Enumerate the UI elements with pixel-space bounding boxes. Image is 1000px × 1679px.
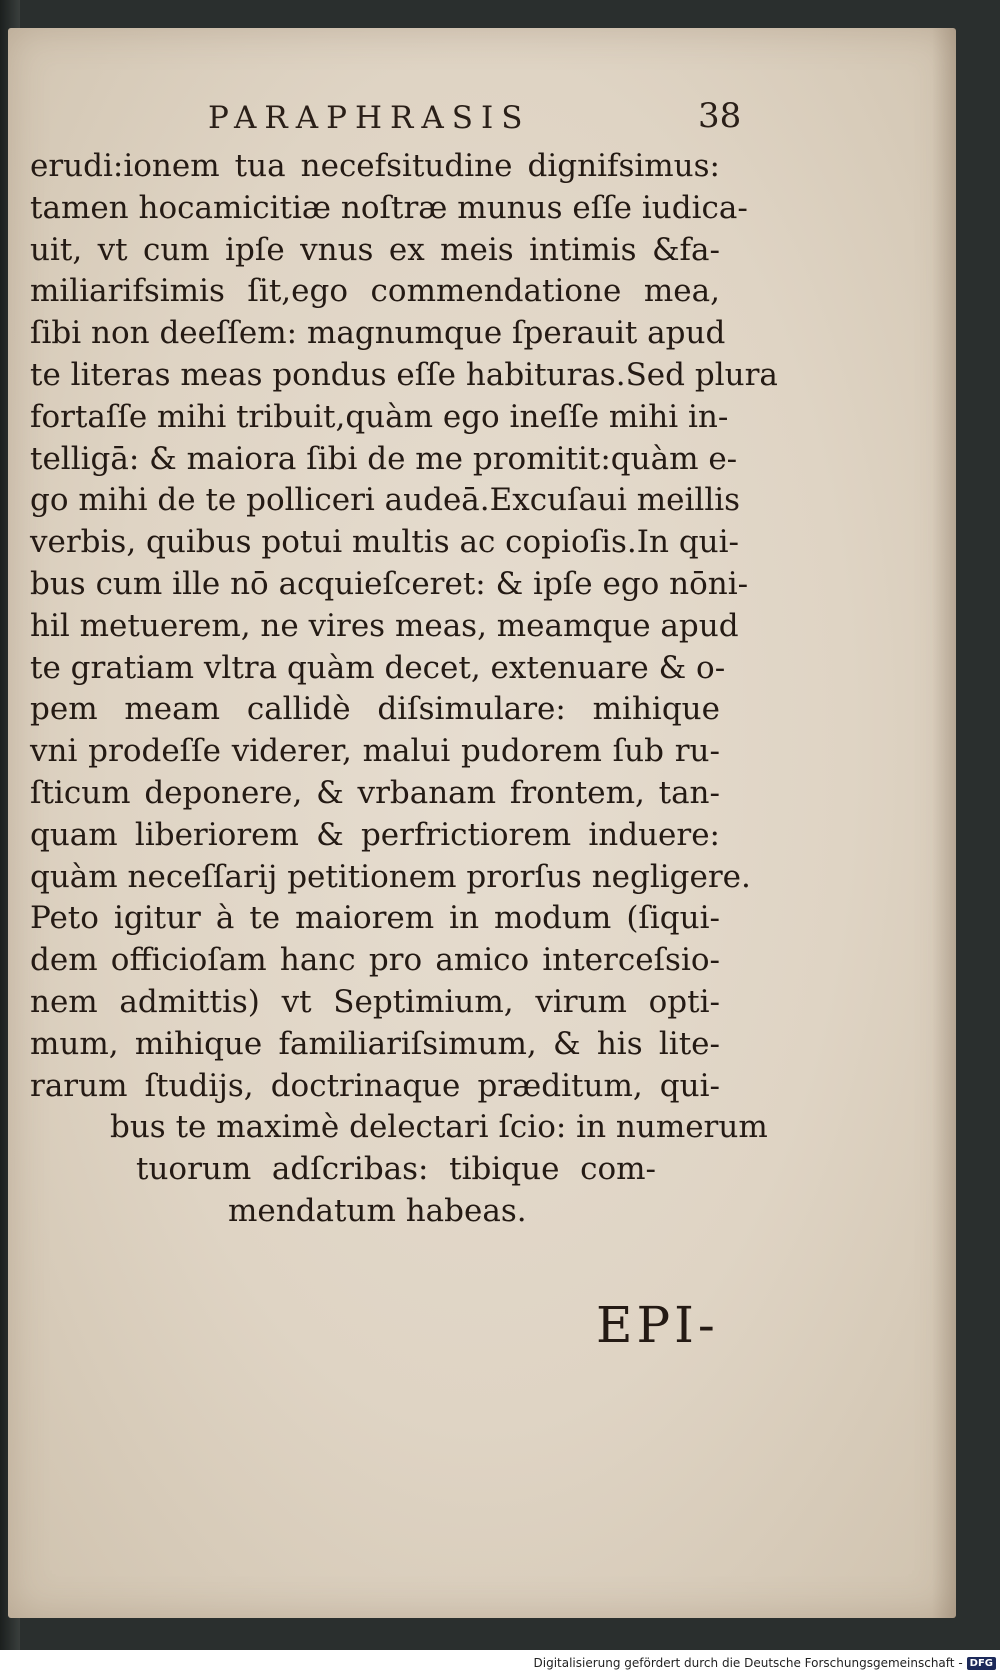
catchword: EPI-: [596, 1296, 719, 1354]
body-text: [30, 146, 778, 1233]
text-line: Peto igitur à te maiorem in modum (ſiqui-: [30, 900, 720, 937]
text-line: ſibi non deeſſem: magnumque ſperauit apud: [30, 315, 726, 352]
text-line: pem meam callidè diſsimulare: mihique: [30, 691, 720, 728]
text-line: bus cum ille nō acquieſceret: & ipſe ego nōni-: [30, 565, 749, 602]
credit-text: Digitalisierung gefördert durch die Deutsche Forschungsgemeinschaft -: [533, 1656, 963, 1670]
text-line: uit, vt cum ipſe vnus ex meis intimis &fa-: [30, 231, 720, 268]
text-line: ſticum deponere, & vrbanam frontem, tan-: [30, 774, 720, 811]
text-line: verbis, quibus potui multis ac copioſis.In qui-: [30, 524, 740, 561]
text-line: mum, mihique familiariſsimum, & his lite-: [30, 1025, 720, 1062]
text-line: nem admittis) vt Septimium, virum opti-: [30, 983, 720, 1020]
text-line: fortaſſe mihi tribuit,quàm ego ineſſe mihi in-: [30, 398, 729, 435]
running-head: PARAPHRASIS: [208, 100, 531, 136]
text-line: erudi:ionem tua necefsitudine dignifsimus:: [30, 148, 720, 184]
text-line: mendatum habeas.: [228, 1192, 527, 1229]
text-line: bus te maximè delectari ſcio: in numerum: [110, 1109, 768, 1146]
text-line: miliarifsimis ſit,ego commendatione mea,: [30, 273, 720, 310]
digitization-credit: [534, 1656, 997, 1670]
text-line: quam liberiorem & perfrictiorem induere:: [30, 816, 720, 853]
text-line: te gratiam vltra quàm decet, extenuare & o-: [30, 649, 726, 686]
text-line: hil metuerem, ne vires meas, meamque apud: [30, 607, 739, 644]
text-line: telligā: & maiora ſibi de me promitit:quàm e-: [30, 440, 738, 477]
text-line: vni prodeſſe viderer, malui pudorem ſub ru-: [30, 733, 720, 770]
text-line: te literas meas pondus eſſe habituras.Sed plura: [30, 356, 778, 393]
dfg-logo: DFG: [967, 1657, 996, 1670]
text-line: tamen hocamicitiæ noſtræ munus eſſe iudica-: [30, 189, 748, 226]
text-line: tuorum adſcribas: tibique com-: [136, 1151, 656, 1188]
page-number: 38: [698, 96, 742, 136]
text-line: quàm neceſſarij petitionem prorſus negligere.: [30, 858, 751, 895]
book-page: [8, 28, 956, 1618]
text-line: dem officioſam hanc pro amico interceſsio-: [30, 942, 720, 979]
text-line: go mihi de te polliceri audeā.Excuſaui meillis: [30, 482, 741, 519]
text-line: rarum ſtudijs, doctrinaque præditum, qui-: [30, 1067, 720, 1104]
